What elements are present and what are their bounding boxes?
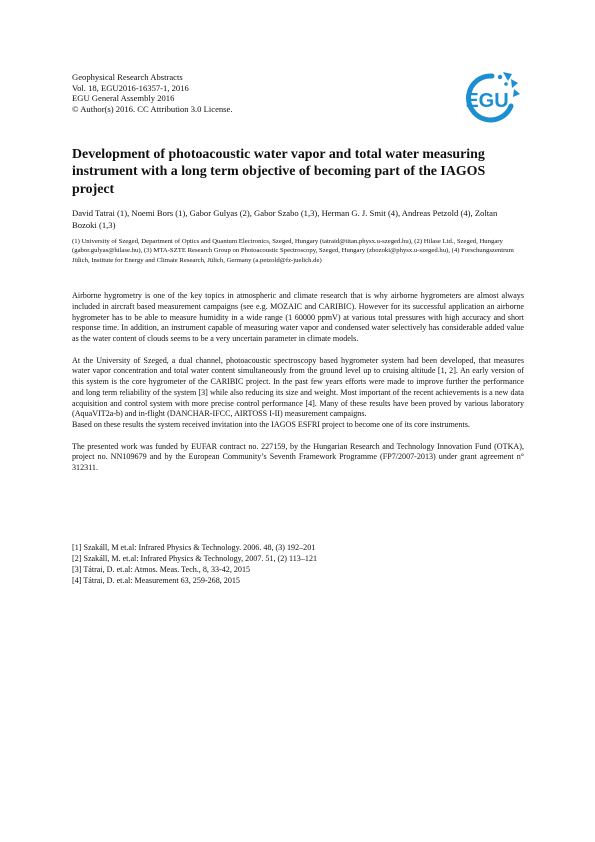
paragraph: At the University of Szeged, a dual channel, photoacoustic spectroscopy based hygrometer system had been developed, that measures water vapor concentration and total water content simultaneously from the ground level up to cruising altitude [1, 2]. An early version of this system is the core hygrometer of the CARIBIC project. In the past few years efforts were made to improve further the performance and long term reliability of the system [3] while also reducing its size and weight. Most important of the recent achievements is a new data acquisition and control system with more precise control performance [4]. Many of these results have been proved by various laboratory (AquaVIT2a-b) and in-flight (DANCHAR-IFCC, AIRTOSS I-II) measurement campaigns. bbox=[72, 355, 524, 419]
logo-text: EGU bbox=[465, 90, 509, 112]
paragraph: Airborne hygrometry is one of the key topics in atmospheric and climate research that is why airborne hygrometers are almost always included in aircraft based measurement campaigns (see e.g. MOZAIC and CARIBIC). However for its successful application an airborne hygrometer has to be able to measure humidity in a wide range (1 60000 ppmV) at various total pressures with high accuracy and short response time. In addition, an instrument capable of measuring water vapor and condensed water selectively has considerable added value as the water content of clouds seems to be a very uncertain parameter in climate models. bbox=[72, 291, 524, 343]
reference-item: [4] Tátrai, D. et.al: Measurement 63, 259-268, 2015 bbox=[72, 575, 240, 585]
paragraph: The presented work was funded by EUFAR contract no. 227159, by the Hungarian Research and Technology Innovation Fund (OTKA), project no. NN109679 and by the European Community’s Seventh Framework Programme (FP7/2007-2013) under grant agreement n° 312311. bbox=[72, 441, 524, 472]
abstract-body bbox=[72, 291, 524, 485]
assembly-name: EGU General Assembly 2016 bbox=[72, 93, 175, 104]
reference-item: [3] Tátrai, D. et.al: Atmos. Meas. Tech., 8, 33-42, 2015 bbox=[72, 564, 251, 574]
journal-name: Geophysical Research Abstracts bbox=[72, 72, 183, 82]
paragraph: Based on these results the system received invitation into the IAGOS ESFRI project to become one of its core instruments. bbox=[72, 420, 470, 429]
reference-item: [2] Szakáll, M. et.al: Infrared Physics & Technology, 2007. 51, (2) 113–121 bbox=[72, 553, 318, 563]
egu-logo bbox=[456, 70, 522, 124]
abstract-header bbox=[72, 72, 233, 114]
paper-title: Development of photoacoustic water vapor and total water measuring instrument with a long term objective of becoming part of the IAGOS project bbox=[72, 147, 486, 197]
license-line: © Author(s) 2016. CC Attribution 3.0 License. bbox=[72, 103, 233, 114]
author-list: David Tatrai (1), Noemi Bors (1), Gabor Gulyas (2), Gabor Szabo (1,3), Herman G. J. Smit (4), Andreas Petzold (4), Zoltan Bozoki (1,3) bbox=[72, 208, 498, 230]
volume-info: Vol. 18, EGU2016-16357-1, 2016 bbox=[72, 82, 189, 93]
affiliations: (1) University of Szeged, Department of Optics and Quantum Electronics, Szeged, Hungary (tatraid@titan.physx.u-szeged.hu), (2) Hilase Ltd., Szeged, Hungary (gabor.gulyas@hilase.hu), (3) MTA-SZTE Research Group on Photoacoustic Spectroscopy, Szeged, Hungary (zbozoki@physx.u-szeged.hu), (4) Forschungszentrum Jülich, Institute for Energy and Climate Research, Jülich, Germany (a.petzold@fz-juelich.de) bbox=[72, 237, 514, 264]
reference-item: [1] Szakáll, M et.al: Infrared Physics & Technology. 2006. 48, (3) 192–201 bbox=[72, 543, 316, 552]
reference-list bbox=[72, 543, 524, 587]
